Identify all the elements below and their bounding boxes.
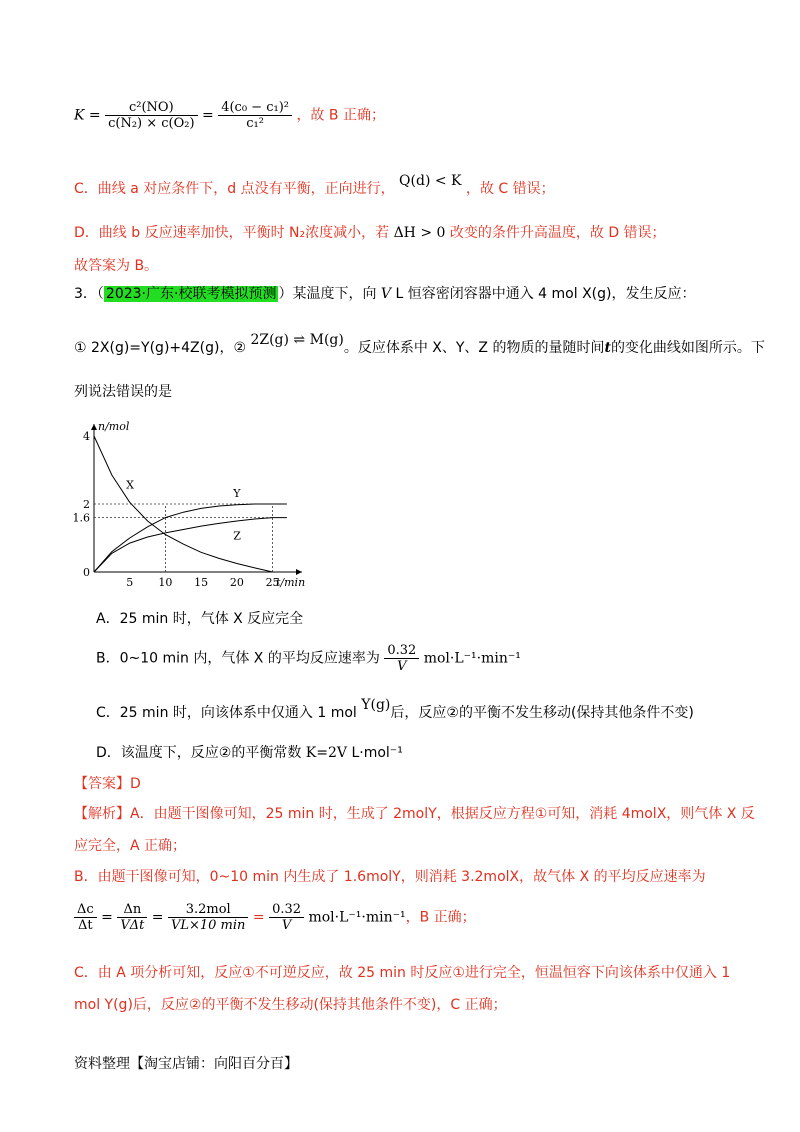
formula-frac-3 — [168, 902, 248, 933]
f2-den: VΔt — [120, 918, 145, 933]
analysis-b-line: B．由题干图像可知，0~10 min 内生成了 1.6molY，则消耗 3.2molX，故气体 X 的平均反应速率为 — [74, 869, 706, 885]
formula-frac-4 — [269, 902, 304, 933]
f4-num: 0.32 — [269, 902, 304, 918]
q3-line2-c: 的变化曲线如图所示。下 — [610, 340, 765, 356]
option-b-text: B．0~10 min 内，气体 X 的平均反应速率为 — [96, 650, 380, 667]
question-3-line2 — [74, 332, 765, 357]
option-c-math: Y(g) — [361, 697, 391, 713]
k-lhs: K = — [74, 107, 101, 124]
analysis-b-formula — [74, 902, 476, 933]
option-c-text: C．25 min 时，向该体系中仅通入 1 mol — [96, 705, 357, 721]
series-y-label: Y — [233, 487, 241, 501]
x-tick-label: 25 — [265, 576, 280, 589]
formula-frac-2 — [117, 902, 147, 933]
option-d-text: D．该温度下，反应②的平衡常数 — [96, 745, 302, 761]
q3-rest: L 恒容密闭容器中通入 4 mol X(g)，发生反应： — [391, 286, 696, 302]
x-tick-label: 20 — [229, 576, 244, 589]
formula-frac-1 — [74, 902, 97, 933]
analysis-c-prev — [74, 173, 555, 198]
q3-time-var: t — [604, 340, 611, 356]
option-a: A．25 min 时，气体 X 反应完全 — [96, 611, 304, 627]
x-tick-label: 5 — [126, 576, 134, 589]
option-c-text2: 后，反应②的平衡不发生移动(保持其他条件不变) — [390, 705, 694, 721]
analysis-c-line2: mol Y(g)后，反应②的平衡不发生移动(保持其他条件不变)，C 正确； — [74, 997, 507, 1013]
k-tail: ，故 B 正确； — [296, 107, 385, 124]
footer-note: 资料整理【淘宝店铺：向阳百分百】 — [74, 1056, 298, 1072]
series-z-line — [94, 518, 287, 572]
formula-unit: mol·L⁻¹·min⁻¹ — [308, 909, 406, 926]
c-math: Q(d) < K — [399, 173, 462, 189]
k-fraction-1 — [105, 100, 197, 131]
f2-num: Δn — [117, 902, 147, 918]
q3-line2-a: ① 2X(g)=Y(g)+4Z(g)，② — [74, 340, 246, 356]
q3-number: 3．（ — [74, 286, 104, 302]
prev-answer: 故答案为 B。 — [74, 258, 159, 274]
k-fraction-2 — [218, 100, 292, 131]
k-expression — [74, 100, 385, 131]
analysis-a-line1: 【解析】A．由题干图像可知，25 min 时，生成了 2molY，根据反应方程①可知，消耗 4molX，则气体 X 反 — [74, 806, 755, 822]
x-tick-label: 10 — [158, 576, 173, 589]
option-b-unit: mol·L⁻¹·min⁻¹ — [423, 650, 521, 667]
c-text2: ，故 C 错误； — [465, 181, 555, 197]
y-tick-label: 4 — [83, 430, 90, 443]
q3-reaction-2: 2Z(g) ⇌ M(g) — [250, 332, 344, 348]
x-tick-label: 15 — [194, 576, 209, 589]
q3-volume-var: V — [380, 286, 392, 302]
option-b-den: V — [397, 659, 407, 674]
f4-den: V — [281, 918, 292, 933]
formula-eq-2: = — [151, 909, 164, 926]
c-text1: C．曲线 a 对应条件下，d 点没有平衡，正向进行， — [74, 181, 395, 197]
q3-line2-b: 。反应体系中 X、Y、Z 的物质的量随时间 — [343, 340, 605, 356]
series-y-line — [94, 504, 287, 572]
k-frac1-den: c(N₂) × c(O₂) — [108, 116, 195, 131]
k-frac1-num: c²(NO) — [105, 100, 197, 116]
formula-tail: ，B 正确； — [405, 909, 476, 926]
y-tick-label: 0 — [83, 566, 90, 579]
x-axis-label: t/min — [276, 576, 306, 589]
option-b-num: 0.32 — [384, 643, 419, 659]
series-z-label: Z — [233, 529, 241, 543]
option-d-math: K=2V — [305, 745, 348, 761]
analysis-c-line1: C．由 A 项分析可知，反应①不可逆反应，故 25 min 时反应①进行完全，恒温恒容下向该体系中仅通入 1 — [74, 965, 731, 981]
x-axis-arrow — [296, 569, 302, 575]
amount-time-chart — [72, 418, 312, 593]
option-b — [96, 643, 521, 674]
y-axis-label: n/mol — [98, 420, 130, 433]
k-frac2-num: 4(c₀ − c₁)² — [218, 100, 292, 116]
q3-source-tag: 2023·广东·校联考模拟预测 — [105, 286, 277, 302]
k-eq: = — [202, 107, 214, 124]
option-c — [96, 697, 694, 722]
f3-den: VL×10 min — [170, 918, 246, 933]
analysis-d-prev — [74, 222, 666, 242]
d-math: ΔH > 0 — [393, 225, 446, 241]
y-axis-arrow — [91, 424, 97, 430]
k-frac2-den: c₁² — [246, 116, 264, 131]
analysis-a-line2: 应完全，A 正确； — [74, 838, 187, 854]
option-b-fraction — [384, 643, 419, 674]
answer-line: 【答案】D — [74, 776, 141, 792]
d-text2: 改变的条件升高温度，故 D 错误； — [449, 225, 666, 241]
question-3-line3: 列说法错误的是 — [74, 384, 172, 400]
y-tick-label: 1.6 — [72, 511, 90, 525]
f3-num: 3.2mol — [168, 902, 248, 918]
d-text1: D．曲线 b 反应速率加快，平衡时 N₂浓度减小，若 — [74, 225, 390, 241]
f1-num: Δc — [74, 902, 97, 918]
question-3-line1 — [74, 283, 695, 303]
y-tick-label: 2 — [83, 498, 90, 511]
option-d-unit: L·mol⁻¹ — [351, 745, 403, 761]
q3-after-tag: ）某温度下，向 — [278, 286, 377, 302]
formula-eq-1: = — [101, 909, 113, 926]
option-d — [96, 742, 403, 762]
formula-eq-3: = — [252, 909, 265, 926]
f1-den: Δt — [78, 918, 93, 933]
series-x-label: X — [126, 478, 134, 492]
